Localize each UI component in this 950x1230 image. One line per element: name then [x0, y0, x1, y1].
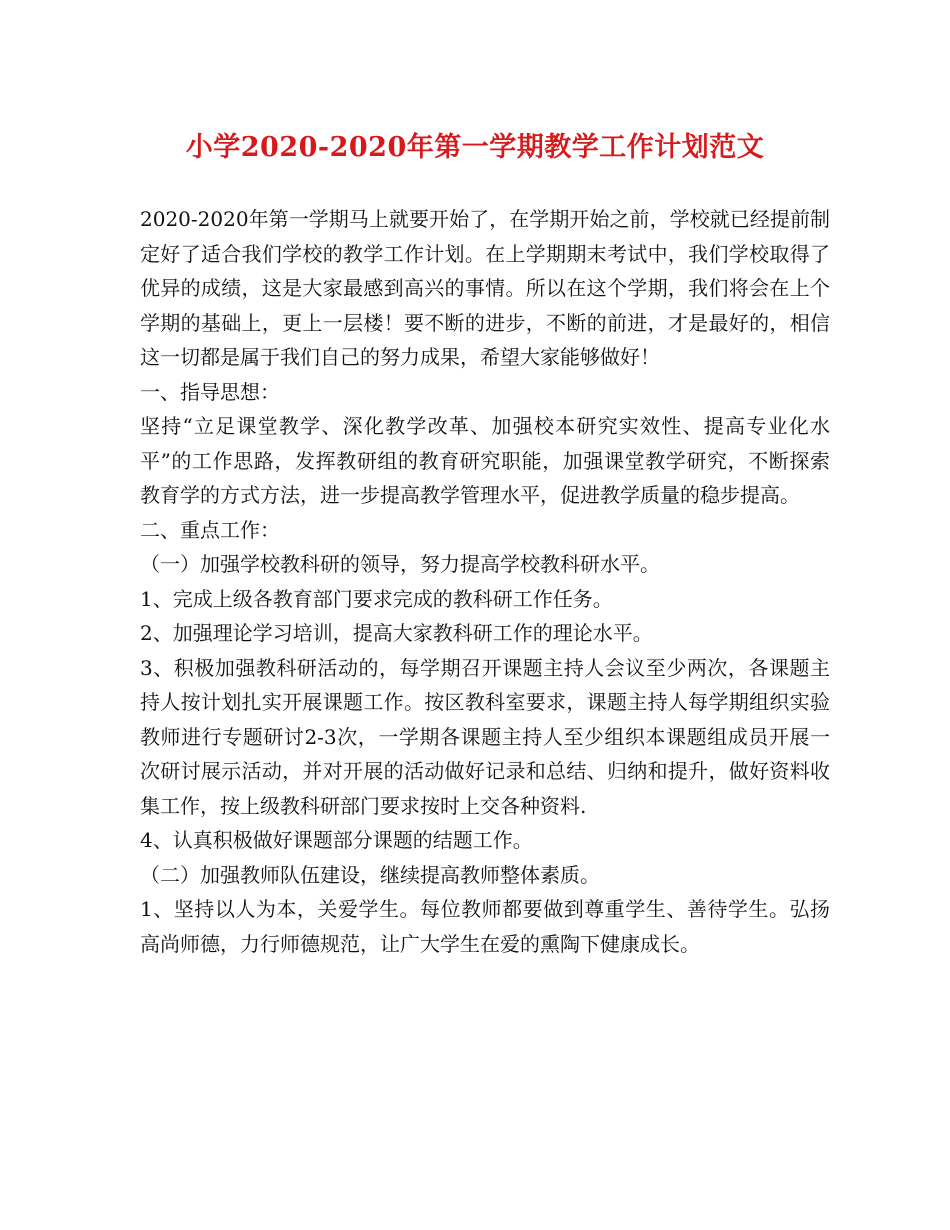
guiding-thought-paragraph: 坚持“立足课堂教学、深化教学改革、加强校本研究实效性、提高专业化水平”的工作思路，发挥教研组的教育研究职能，加强课堂教学研究，不断探索教育学的方式方法，进一步提高教学管理水平，促进教学质量的稳步提高。	[140, 414, 830, 507]
document-title: 小学2020-2020年第一学期教学工作计划范文	[185, 132, 765, 163]
subsection-heading-teachers: （二）加强教师队伍建设，继续提高教师整体素质。	[140, 862, 600, 887]
intro-paragraph: 2020-2020年第一学期马上就要开始了，在学期开始之前，学校就已经提前制定好了适合我们学校的教学工作计划。在上学期期末考试中，我们学校取得了优异的成绩，这是大家最感到高兴的事情。所以在这个学期，我们将会在上个学期的基础上，更上一层楼！要不断的进步，不断的前进，才是最好的，相信这一切都是属于我们自己的努力成果，希望大家能够做好！	[140, 207, 830, 369]
list-item: 4、认真积极做好课题部分课题的结题工作。	[140, 828, 533, 852]
list-item: 2、加强理论学习培训，提高大家教科研工作的理论水平。	[140, 621, 653, 645]
list-item: 1、坚持以人为本，关爱学生。每位教师都要做到尊重学生、善待学生。弘扬高尚师德，力行师德规范，让广大学生在爱的熏陶下健康成长。	[140, 897, 830, 956]
list-item: 1、完成上级各教育部门要求完成的教科研工作任务。	[140, 586, 613, 611]
subsection-heading-research: （一）加强学校教科研的领导，努力提高学校教科研水平。	[140, 552, 660, 576]
section-heading-key-work: 二、重点工作：	[140, 517, 280, 542]
section-heading-guiding-thought: 一、指导思想：	[140, 379, 280, 404]
list-item: 3、积极加强教科研活动的，每学期召开课题主持人会议至少两次，各课题主持人按计划扎实开展课题工作。按区教科室要求，课题主持人每学期组织实验教师进行专题研讨2-3次，一学期各课题主持人至少组织本课题组成员开展一次研讨展示活动，并对开展的活动做好记录和总结、归纳和提升，做好资料收集工作，按上级教科研部门要求按时上交各种资料.	[140, 655, 830, 818]
document-body	[140, 202, 830, 961]
